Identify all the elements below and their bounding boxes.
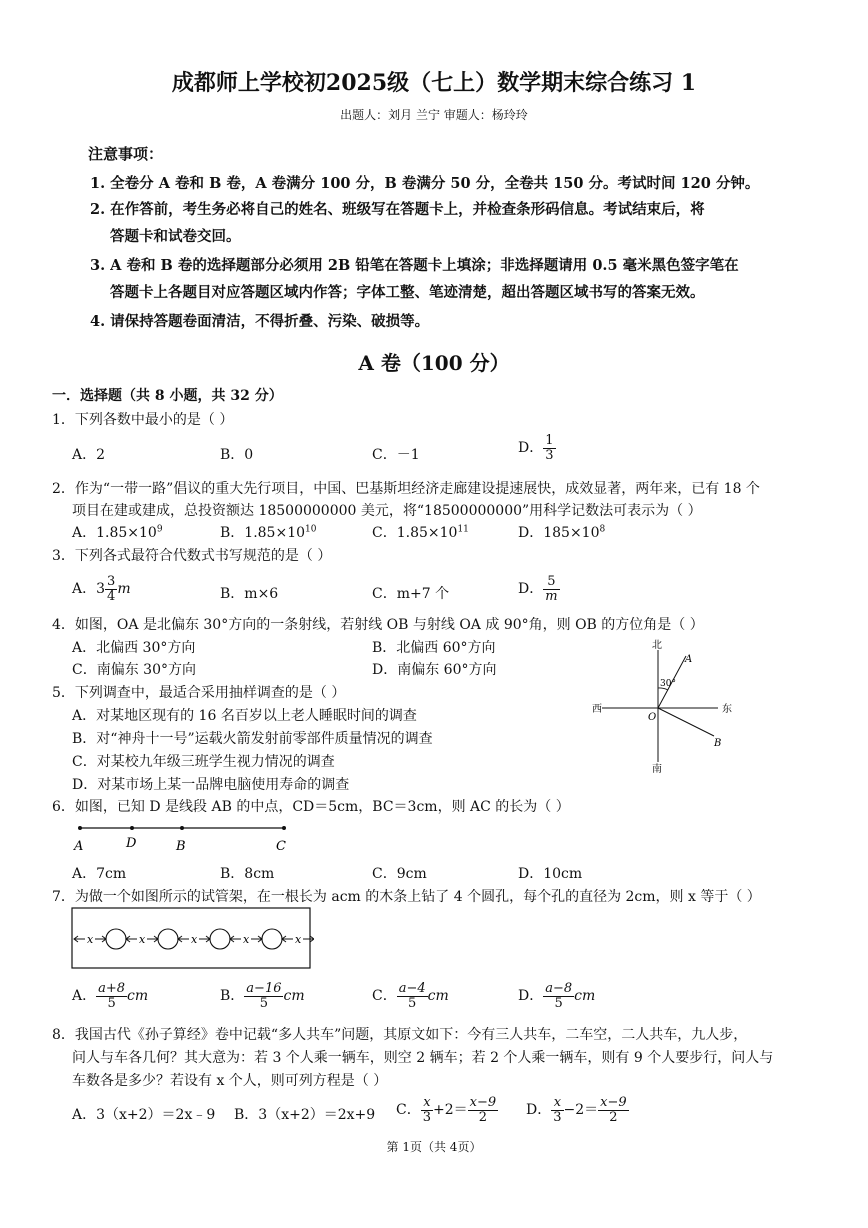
equation-middle: −2＝: [563, 1102, 599, 1119]
option-label: C．: [372, 988, 397, 1005]
point-b-label: B: [176, 839, 186, 854]
question-2-option-a: [72, 522, 163, 542]
page-footer: 第 1页（共 4页）: [386, 1140, 482, 1154]
question-5-option-d: D．对某市场上某一品牌电脑使用寿命的调查: [72, 777, 350, 793]
question-2-line-1: 2．作为“一带一路”倡议的重大先行项目，中国、巴基斯坦经济走廊建设提速展快，成效显著，两年来，已有 18 个: [52, 481, 760, 497]
fraction: [105, 575, 117, 603]
unit: cm: [283, 988, 305, 1005]
question-6-stem: 6．如图，已知 D 是线段 AB 的中点，CD＝5cm，BC＝3cm，则 AC 的长为（ ）: [52, 799, 570, 815]
question-8-option-a: A．3（x+2）＝2x﹣9: [72, 1107, 216, 1123]
option-label: D．: [518, 581, 544, 598]
fraction: [598, 1096, 629, 1124]
fraction: [421, 1096, 433, 1124]
question-1-option-d: [518, 434, 556, 462]
fraction-denominator: 2: [478, 1109, 488, 1125]
question-6-option-c: C．9cm: [372, 866, 427, 882]
exponent: 9: [156, 524, 163, 535]
exponent: 10: [305, 524, 317, 535]
question-8-line-3: 车数各是多少？若设有 x 个人，则可列方程是（ ）: [72, 1073, 388, 1089]
fraction-denominator: 5: [408, 995, 417, 1011]
unit: cm: [127, 988, 149, 1005]
note-item-2: 2. 在作答前，考生务必将自己的姓名、班级写在答题卡上，并检查条形码信息。考试结束后，将: [90, 201, 705, 218]
question-4-option-a: A．北偏西 30°方向: [72, 640, 196, 656]
question-8-option-d: [526, 1096, 629, 1124]
origin-label: O: [648, 712, 657, 723]
fraction-numerator: x: [551, 1096, 563, 1111]
fraction: [543, 434, 555, 462]
point-d: [130, 826, 134, 830]
gap-label: x: [191, 933, 198, 946]
page-title: 成都师上学校初2025级（七上）数学期末综合练习 1: [171, 70, 697, 96]
fraction-denominator: 5: [554, 995, 563, 1011]
point-d-label: D: [126, 836, 137, 851]
gap-label: x: [139, 933, 146, 946]
segment-figure: [68, 820, 298, 856]
question-8-line-2: 问人与车各几何？其大意为：若 3 个人乘一辆车，则空 2 辆车；若 2 个人乘一辆车，则有 9 个人要步行，问人与: [72, 1050, 774, 1066]
question-6-option-b: B．8cm: [220, 866, 275, 882]
question-4-option-c: C．南偏东 30°方向: [72, 662, 196, 678]
west-label: 西: [592, 704, 602, 715]
question-5-option-c: C．对某校九年级三班学生视力情况的调查: [72, 754, 335, 770]
part-heading: 一．选择题（共 8 小题，共 32 分）: [52, 388, 283, 404]
variable: m: [117, 581, 131, 598]
question-7-option-c: [372, 982, 449, 1010]
point-a-label: A: [685, 654, 693, 665]
fraction: [244, 982, 283, 1010]
question-3-option-b: B．m×6: [220, 586, 279, 602]
fraction-denominator: 5: [259, 995, 269, 1011]
fraction-denominator: 2: [609, 1109, 618, 1125]
question-8-option-c: [396, 1096, 498, 1124]
exponent: 11: [457, 524, 469, 535]
option-text: B．1.85×10: [220, 525, 306, 541]
question-2-line-2: 项目在建或建成，总投资额达 18500000000 美元，将“18500000000”用科学记数法可表示为（ ）: [72, 503, 702, 519]
question-1-option-a: A．2: [72, 447, 106, 463]
option-text: A．1.85×10: [72, 525, 157, 541]
fraction-numerator: x−9: [600, 1095, 627, 1110]
question-2-option-d: [518, 522, 605, 542]
section-title: A 卷（100 分）: [358, 351, 510, 375]
question-7-option-b: [220, 982, 305, 1010]
fraction-numerator: a−8: [545, 981, 573, 996]
fraction-numerator: 1: [545, 433, 554, 448]
north-label: 北: [652, 640, 662, 651]
note-item-2-cont: 答题卡和试卷交回。: [110, 228, 241, 245]
fraction-denominator: 3: [553, 1109, 562, 1125]
question-3-stem: 3．下列各式最符合代数式书写规范的是（ ）: [52, 548, 332, 564]
ray-ob: [658, 708, 714, 736]
gap-label: x: [295, 933, 302, 946]
fraction-numerator: 3: [107, 574, 116, 589]
point-c: [282, 826, 286, 830]
question-4-option-b: B．北偏西 60°方向: [372, 640, 496, 656]
option-text: D．185×10: [518, 525, 600, 541]
question-1-option-b: B．0: [220, 447, 254, 463]
question-8-option-b: B．3（x+2）＝2x+9: [234, 1107, 376, 1123]
point-b-label: B: [714, 738, 722, 749]
fraction: [543, 982, 574, 1010]
gap-label: x: [243, 933, 250, 946]
unit: cm: [574, 988, 596, 1005]
question-8-line-1: 8．我国古代《孙子算经》卷中记载“多人共车”问题，其原文如下：今有三人共车，二车空，二人共车，九人步，: [52, 1027, 748, 1043]
authors-line: 出题人：刘月 兰宁 审题人：杨玲玲: [340, 108, 528, 122]
fraction-denominator: 4: [107, 588, 116, 604]
test-tube-rack-figure: [70, 906, 314, 972]
question-7-option-d: [518, 982, 595, 1010]
option-label: D．: [518, 988, 544, 1005]
angle-label: 30°: [660, 679, 676, 689]
exponent: 8: [599, 524, 606, 535]
option-label: A．3: [72, 581, 106, 598]
hole: [262, 929, 282, 949]
fraction: [397, 982, 428, 1010]
hole: [158, 929, 178, 949]
option-text: C．1.85×10: [372, 525, 458, 541]
hole: [106, 929, 126, 949]
fraction-numerator: a+8: [98, 981, 126, 996]
note-item-1: 1. 全卷分 A 卷和 B 卷，A 卷满分 100 分，B 卷满分 50 分，全卷共 150 分。考试时间 120 分钟。: [90, 175, 760, 192]
compass-figure: [590, 636, 750, 776]
question-6-option-d: D．10cm: [518, 866, 583, 882]
question-3-option-a: [72, 575, 131, 603]
fraction-numerator: a−4: [398, 981, 426, 996]
fraction: [468, 1096, 499, 1124]
point-a: [78, 826, 82, 830]
point-a-label: A: [74, 839, 84, 854]
option-label: A．: [72, 988, 97, 1005]
fraction-denominator: 3: [422, 1109, 431, 1125]
option-label: C．: [396, 1102, 421, 1119]
point-c-label: C: [276, 839, 286, 854]
rack-row: [74, 929, 314, 949]
question-5-option-b: B．对“神舟十一号”运载火箭发射前零部件质量情况的调查: [72, 731, 433, 747]
fraction-numerator: x−9: [469, 1095, 497, 1110]
option-label: D．: [526, 1102, 552, 1119]
question-3-option-d: [518, 575, 560, 603]
fraction: [96, 982, 127, 1010]
east-label: 东: [722, 704, 732, 715]
fraction-denominator: 3: [545, 447, 554, 463]
question-1-stem: 1．下列各数中最小的是（ ）: [52, 412, 234, 428]
question-7-stem: 7．为做一个如图所示的试管架，在一根长为 acm 的木条上钻了 4 个圆孔，每个孔的直径为 2cm，则 x 等于（ ）: [52, 889, 761, 905]
question-4-option-d: D．南偏东 60°方向: [372, 662, 497, 678]
question-2-option-b: [220, 522, 316, 542]
fraction: [543, 575, 559, 603]
question-2-option-c: [372, 522, 469, 542]
equation-middle: +2＝: [433, 1102, 468, 1119]
question-4-stem: 4．如图，OA 是北偏东 30°方向的一条射线，若射线 OB 与射线 OA 成 90°角，则 OB 的方位角是（ ）: [52, 617, 704, 633]
gap-label: x: [87, 933, 94, 946]
fraction-numerator: x: [421, 1096, 433, 1111]
fraction-denominator: 5: [107, 995, 116, 1011]
note-item-3: 3. A 卷和 B 卷的选择题部分必须用 2B 铅笔在答题卡上填涂；非选择题请用 0.5 毫米黑色签字笔在: [90, 257, 739, 274]
question-5-stem: 5．下列调查中，最适合采用抽样调查的是（ ）: [52, 685, 346, 701]
hole: [210, 929, 230, 949]
fraction-denominator: m: [545, 588, 558, 604]
question-6-option-a: A．7cm: [72, 866, 127, 882]
question-7-option-a: [72, 982, 148, 1010]
fraction-numerator: a−16: [246, 981, 282, 996]
unit: cm: [427, 988, 449, 1005]
question-1-option-c: C．－1: [372, 447, 420, 463]
option-label: D．: [518, 440, 544, 457]
note-item-3-cont: 答题卡上各题目对应答题区域内作答；字体工整、笔迹清楚，超出答题区域书写的答案无效。: [110, 284, 705, 301]
point-b: [180, 826, 184, 830]
question-5-option-a: A．对某地区现有的 16 名百岁以上老人睡眠时间的调查: [72, 708, 417, 724]
notes-heading: 注意事项：: [88, 145, 164, 163]
note-item-4: 4. 请保持答题卷面清洁，不得折叠、污染、破损等。: [90, 313, 430, 330]
south-label: 南: [652, 764, 662, 775]
fraction: [551, 1096, 563, 1124]
fraction-numerator: 5: [543, 575, 559, 590]
option-label: B．: [220, 988, 245, 1005]
question-3-option-c: C．m+7 个: [372, 586, 450, 602]
